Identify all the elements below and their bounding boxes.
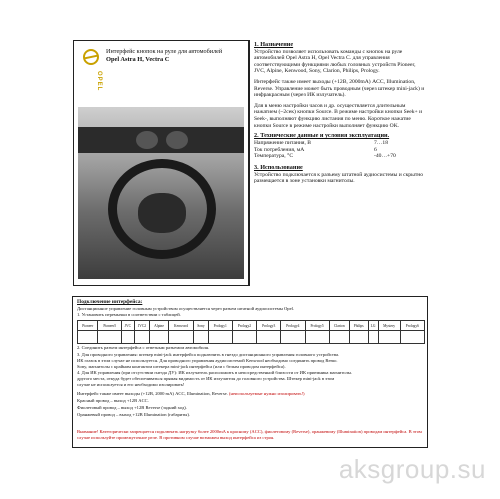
jumper-brand-cell: JVC <box>121 321 134 331</box>
jumper-pin-cell <box>378 331 400 344</box>
jumper-pin-cell <box>349 331 368 344</box>
jumper-pin-cell <box>121 331 134 344</box>
jumper-pin-cell <box>400 331 424 344</box>
warning-text: Внимание! Категорически запрещается подключать нагрузку более 2000mA к красному (ACC), фиолетовому (Reverse), оранжевому (Illumination) проводам интерфейса. В этом случае используйте промежуточное реле. В противном случае возможен выход интерфейса из строя. <box>77 429 422 440</box>
description-column <box>250 40 428 189</box>
jumper-brand-cell: LG <box>368 321 378 331</box>
connection-line4: 3. Для проводного управления: штекер mini-jack интерфейса подключить в гнездо дистанционного управления головного устройства. <box>77 352 340 357</box>
jumper-brand-cell: Kenwood <box>168 321 194 331</box>
steering-wheel-hub <box>138 193 186 233</box>
jumper-pin-cell <box>281 331 305 344</box>
jumper-pin-cell <box>208 331 232 344</box>
gauge-right <box>166 131 188 149</box>
column-divider <box>249 40 250 286</box>
section3-title: 3. Использование <box>254 164 303 172</box>
jumper-brand-cell: Prology6 <box>400 321 424 331</box>
connection-line1: Дистанционное управление головным устройством осуществляется через разъем штатной аудиосистемы Opel. <box>77 306 295 311</box>
jumper-pin-cell <box>305 331 329 344</box>
gauge-left <box>136 131 158 149</box>
jumper-pin-cell <box>98 331 122 344</box>
specs-table <box>254 140 428 160</box>
jumper-brand-cell: Prology4 <box>281 321 305 331</box>
jumper-table <box>77 320 425 344</box>
jumper-brand-cell: Mystery <box>378 321 400 331</box>
connection-section <box>72 296 428 448</box>
section1-paragraph1: Устройство позволяет использовать команды с кнопок на руле автомобилей Opel Astra H, Opel Vectra C. для управления соответствующими функциями любых головных устройств Pioneer, JVC, Alpine, Kenwood, Sony, Clarion, Philips, Prology. <box>254 48 416 75</box>
connection-line6: Sony, магнитолы с крайним контактом штекера mini-jack интерфейса (или с белым проводом интерфейса). <box>77 364 286 369</box>
site-watermark: aksgroup.su <box>338 454 486 484</box>
jumper-brand-cell: Alpine <box>150 321 168 331</box>
jumper-pin-cell <box>329 331 349 344</box>
spec-value: 7…18 <box>374 139 388 146</box>
spec-key: Температура, °С <box>254 153 294 160</box>
jumper-brand-cell: Pioneer <box>78 321 98 331</box>
jumper-pin-cell <box>134 331 150 344</box>
connection-line3: 2. Соединить разъем интерфейса с ответным разъемом автомобиля. <box>77 345 210 350</box>
connection-line2: 1. Установить перемычки в соответствии с таблицей. <box>77 312 181 317</box>
outputs-line <box>77 391 425 396</box>
opel-logo <box>82 47 102 107</box>
jumper-brand-cell: Prology2 <box>232 321 256 331</box>
spec-key: Напряжение питания, В <box>254 139 312 146</box>
connection-line8: другого места, откуда будет обеспечиваться прямая видимость от ИК излучателя до головного устройства. Штекер mini-jack в этом <box>77 376 335 381</box>
jumper-brand-cell: Sony <box>194 321 208 331</box>
steering-wheel-photo <box>78 107 244 279</box>
jumper-brand-cell: Philips <box>349 321 368 331</box>
card-title <box>106 48 248 63</box>
dashboard-shape <box>78 127 244 153</box>
connection-line5: ИК глазок в этом случае не используется. Для проводного управления аудиосистемой Kenwood необходимо соединить провод Remo. <box>77 358 338 363</box>
spec-value: 6 <box>374 146 377 153</box>
jumper-brand-cell: Clarion <box>329 321 349 331</box>
card-title-line1: Интерфейс кнопок на руле для автомобилей <box>106 48 223 55</box>
red-wire-line: Красный провод – выход +12В ACC. <box>77 398 149 403</box>
connection-line9: случае не используется и его необходимо изолировать! <box>77 382 185 387</box>
section3-paragraph1: Устройство подключается к разъему штатной аудиосистемы и скрытно размещается в зоне установки магнитолы. <box>254 171 424 185</box>
spec-value: -40…+70 <box>374 153 396 160</box>
logo-brand-text: OPEL <box>96 71 102 92</box>
outputs-warning: (неиспользуемые нужно изолировать!) <box>228 391 305 396</box>
jumper-pin-cell <box>150 331 168 344</box>
jumper-pin-cell <box>368 331 378 344</box>
connection-title: Подключение интерфейса: <box>77 299 143 305</box>
jumper-pin-cell <box>168 331 194 344</box>
jumper-brand-cell: Prology3 <box>257 321 281 331</box>
connection-line7: 4. Для ИК управления (при отсутствии гнезда ДУ): ИК излучатель расположить в непосредственной близости от ИК приемника магнитолы. <box>77 370 353 375</box>
section1-title: 1. Назначение <box>254 41 294 48</box>
jumper-pin-cell <box>232 331 256 344</box>
violet-wire-line: Фиолетовый провод – выход +12В Reverse (задний ход). <box>77 405 187 410</box>
orange-wire-line: Оранжевый провод – выход +12В Illumination (габариты). <box>77 412 191 417</box>
jumper-pin-cell <box>194 331 208 344</box>
jumper-brand-cell: Prology5 <box>305 321 329 331</box>
jumper-pin-cell <box>257 331 281 344</box>
jumper-pin-cell <box>78 331 98 344</box>
jumper-pin-row <box>78 331 425 344</box>
product-card <box>73 40 249 286</box>
jumper-brand-cell: JVC2 <box>134 321 150 331</box>
section1-paragraph3: Для в меню настройки часов и др. осуществляется длительным нажатием (~2сек) кнопки Source. В режиме настройки кнопки Seek+ и Seek-, выполняют функцию листания по меню. Короткое нажатие кнопки Source в режиме настройки выполняет функцию OK. <box>254 102 423 129</box>
section1-paragraph2: Интерфейс также имеет выходы (+12В, 2000mA) ACC, Illumination, Reverse. Управление может быть проводным (через штекер mini-jack) и инфракрасным (через ИК излучатель). <box>254 78 425 99</box>
outputs-text: Интерфейс также имеет выходы (+12В, 2000 mA) ACC, Illumination, Reverse. <box>77 391 228 396</box>
jumper-brand-cell: Prology1 <box>208 321 232 331</box>
card-title-line2: Opel Astra H, Vectra C <box>106 55 170 63</box>
jumper-brand-cell: Pioneer5 <box>98 321 122 331</box>
jumper-brand-row <box>78 321 425 331</box>
spec-key: Ток потребления, мА <box>254 146 305 153</box>
section2-title: 2. Технические данные и условия эксплуатации. <box>254 132 390 140</box>
